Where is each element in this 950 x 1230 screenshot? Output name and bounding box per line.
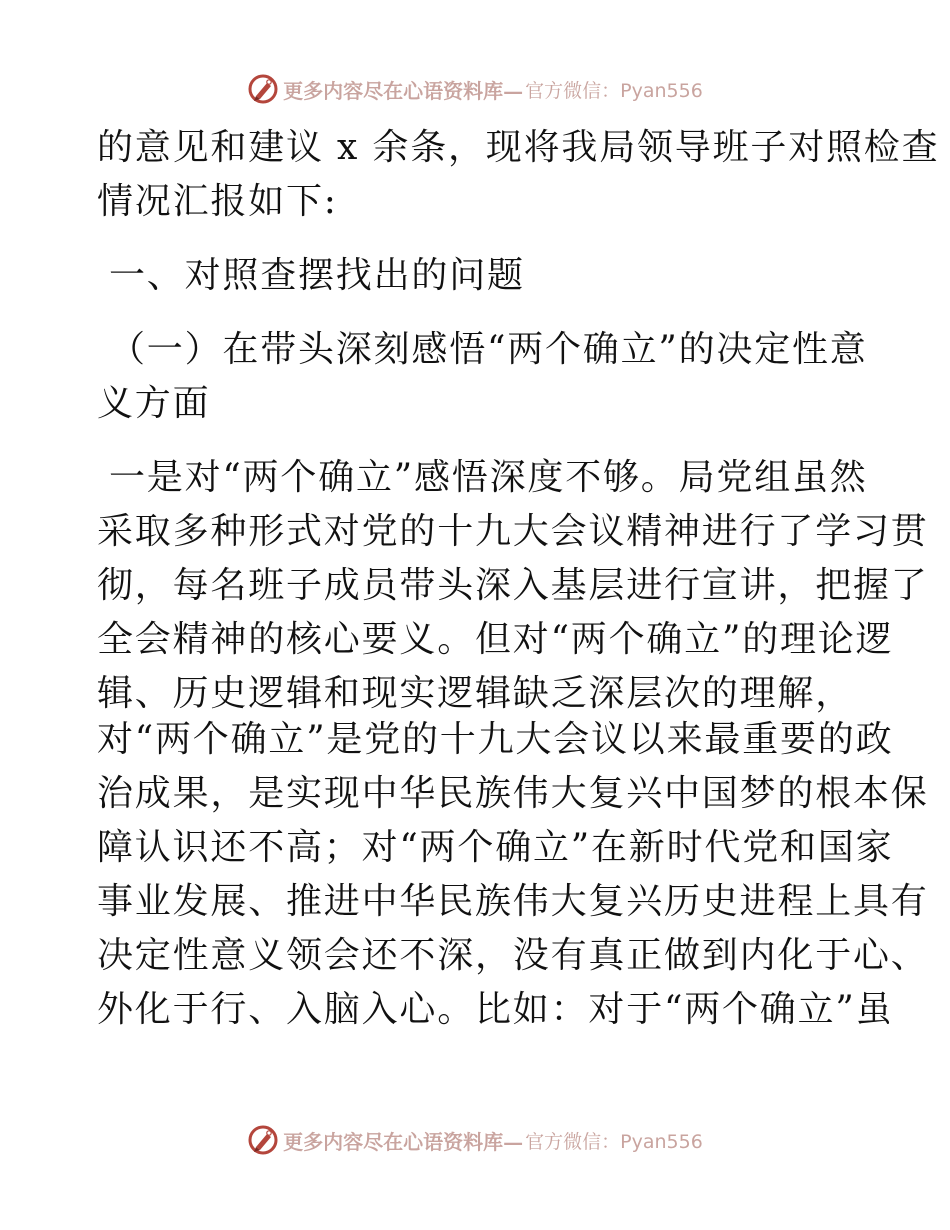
- paragraph-line: 障认识还不高；对“两个确立”在新时代党和国家: [97, 827, 894, 868]
- subsection-heading: （一）在带头深刻感悟“两个确立”的决定性意: [109, 329, 868, 370]
- paragraph-line: 决定性意义领会还不深，没有真正做到内化于心、: [97, 935, 929, 976]
- watermark-main-text: 更多内容尽在心语资料库—: [283, 78, 524, 103]
- footer-watermark: [0, 1123, 950, 1157]
- paragraph-line: 治成果，是实现中华民族伟大复兴中国梦的根本保: [97, 773, 929, 814]
- paragraph-line: 的意见和建议 x 余条，现将我局领导班子对照检查: [97, 127, 940, 168]
- paragraph-line: 全会精神的核心要义。但对“两个确立”的理论逻: [97, 619, 894, 660]
- paragraph-line: 事业发展、推进中华民族伟大复兴历史进程上具有: [97, 881, 929, 922]
- pen-logo-icon: [247, 73, 279, 105]
- paragraph-line: 彻，每名班子成员带头深入基层进行宣讲，把握了: [97, 565, 929, 606]
- paragraph-line: 采取多种形式对党的十九大会议精神进行了学习贯: [97, 511, 929, 552]
- pen-logo-icon: [247, 1124, 279, 1156]
- document-body: [97, 121, 940, 1037]
- section-heading: 一、对照查摆找出的问题: [109, 255, 525, 296]
- paragraph-line: 一是对“两个确立”感悟深度不够。局党组虽然: [109, 457, 868, 498]
- paragraph-line: 对“两个确立”是党的十九大会议以来最重要的政: [97, 719, 894, 760]
- subsection-heading-continued: 义方面: [97, 383, 211, 424]
- paragraph-line: 情况汇报如下:: [97, 181, 338, 222]
- paragraph-line: 辑、历史逻辑和现实逻辑缺乏深层次的理解，: [97, 673, 854, 714]
- watermark-contact-text: 官方微信：Pyan556: [525, 1130, 703, 1153]
- paragraph-line: 外化于行、入脑入心。比如：对于“两个确立”虽: [97, 989, 894, 1030]
- header-watermark: [0, 72, 950, 106]
- watermark-contact-text: 官方微信：Pyan556: [525, 79, 703, 102]
- watermark-main-text: 更多内容尽在心语资料库—: [283, 1129, 524, 1154]
